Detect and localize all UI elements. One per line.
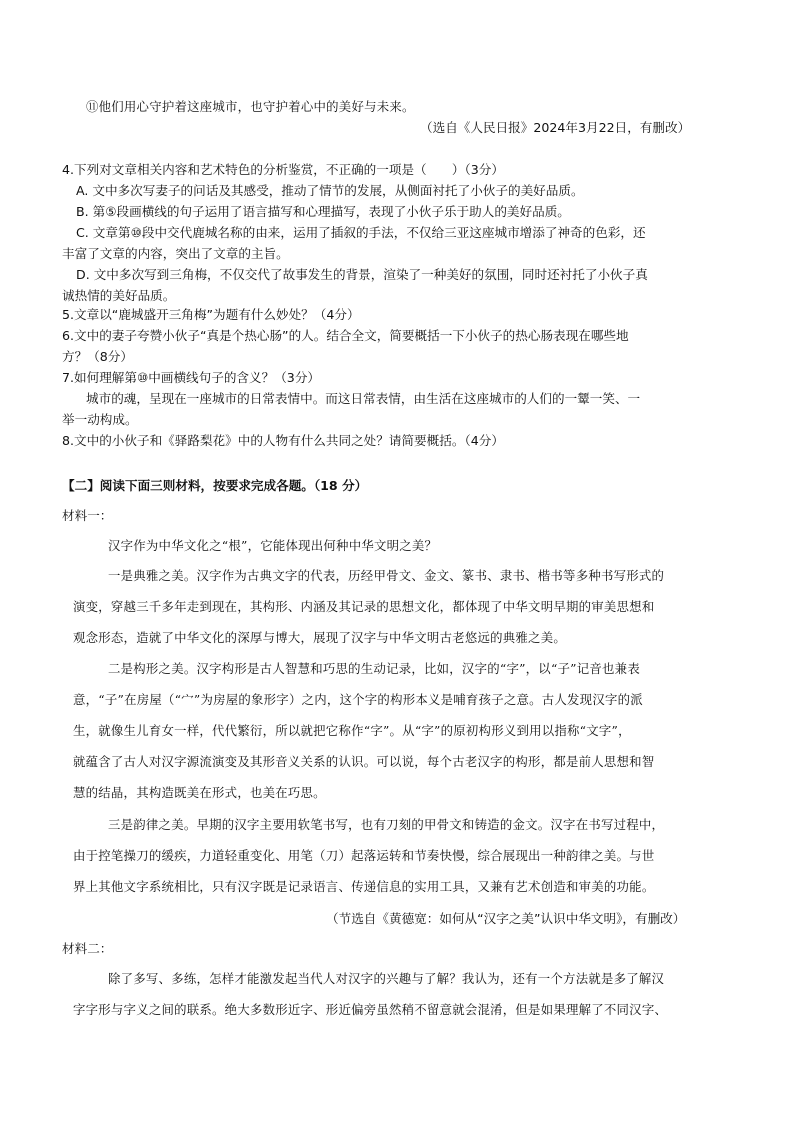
material-1-source: （节选自《黄德宽：如何从“汉字之美”认识中华文明》，有删改） bbox=[326, 911, 686, 926]
question-7: 7.如何理解第⑩中画横线句子的含义？（3分） bbox=[62, 370, 321, 385]
question-6-line2: 方？（8分） bbox=[62, 349, 133, 364]
material-1-line: 二是构形之美。汉字构形是古人智慧和巧思的生动记录，比如，汉字的“字”，以“子”记音也兼表 bbox=[108, 661, 640, 676]
question-7-quote-line2: 举一动构成。 bbox=[62, 412, 138, 427]
material-1-line: 一是典雅之美。汉字作为古典文字的代表，历经甲骨文、金文、篆书、隶书、楷书等多种书写形式的 bbox=[108, 568, 665, 583]
material-1-line: 慧的结晶，其构造既美在形式，也美在巧思。 bbox=[73, 785, 326, 800]
question-4-option-c-line1: C. 文章第⑩段中交代鹿城名称的由来，运用了插叙的手法，不仅给三亚这座城市增添了神奇的色彩，还 bbox=[76, 225, 646, 240]
material-1-line: 三是韵律之美。早期的汉字主要用软笔书写，也有刀刻的甲骨文和铸造的金文。汉字在书写过程中， bbox=[108, 817, 665, 832]
question-4-stem: 4.下列对文章相关内容和艺术特色的分析鉴赏，不正确的一项是（ ）（3分） bbox=[62, 162, 504, 177]
material-1-line: 生，就像生儿育女一样，代代繁衍，所以就把它称作“字”。从“字”的原初构形义到用以指称“文字”， bbox=[73, 723, 631, 738]
question-6-line1: 6.文中的妻子夸赞小伙子“真是个热心肠”的人。结合全文，简要概括一下小伙子的热心肠表现在哪些地 bbox=[62, 328, 629, 343]
material-1-line: 界上其他文字系统相比，只有汉字既是记录语言、传递信息的实用工具，又兼有艺术创造和审美的功能。 bbox=[73, 879, 655, 894]
material-1-label: 材料一： bbox=[62, 508, 113, 523]
material-2-label: 材料二： bbox=[62, 941, 113, 956]
material-1-line: 观念形态，造就了中华文化的深厚与博大，展现了汉字与中华文明古老悠远的典雅之美。 bbox=[73, 630, 566, 645]
question-5: 5.文章以“鹿城盛开三角梅”为题有什么妙处？（4分） bbox=[62, 307, 360, 322]
material-1-line: 汉字作为中华文化之“根”，它能体现出何种中华文明之美？ bbox=[108, 538, 438, 553]
question-8: 8.文中的小伙子和《驿路梨花》中的人物有什么共同之处？请简要概括。（4分） bbox=[62, 433, 504, 448]
question-4-option-a: A. 文中多次写妻子的问话及其感受，推动了情节的发展，从侧面衬托了小伙子的美好品质。 bbox=[76, 183, 584, 198]
question-4-option-b: B. 第⑤段画横线的句子运用了语言描写和心理描写，表现了小伙子乐于助人的美好品质。 bbox=[76, 204, 570, 219]
material-1-line: 就蕴含了古人对汉字源流演变及其形音义关系的认识。可以说，每个古老汉字的构形，都是前人思想和智 bbox=[73, 754, 655, 769]
question-4-option-d-line1: D. 文中多次写到三角梅，不仅交代了故事发生的背景，渲染了一种美好的氛围，同时还衬托了小伙子真 bbox=[76, 267, 648, 282]
section-2-heading: 【二】阅读下面三则材料，按要求完成各题。（18 分） bbox=[62, 478, 368, 493]
material-2-line: 字字形与字义之间的联系。绝大多数形近字、形近偏旁虽然稍不留意就会混淆，但是如果理解了不同汉字、 bbox=[73, 1002, 668, 1017]
passage-source: （选自《人民日报》2024年3月22日，有删改） bbox=[420, 120, 691, 135]
material-1-line: 由于控笔操刀的缓疾，力道轻重变化、用笔（刀）起落运转和节奏快慢，综合展现出一种韵律之美。与世 bbox=[73, 848, 655, 863]
passage-paragraph-11: ⑪他们用心守护着这座城市，也守护着心中的美好与未来。 bbox=[86, 99, 415, 114]
material-1-line: 意，“子”在房屋（“宀”为房屋的象形字）之内，这个字的构形本义是哺育孩子之意。古人发现汉字的派 bbox=[73, 692, 643, 707]
material-2-line: 除了多写、多练，怎样才能激发起当代人对汉字的兴趣与了解？我认为，还有一个方法就是多了解汉 bbox=[108, 971, 665, 986]
material-1-line: 演变，穿越三千多年走到现在，其构形、内涵及其记录的思想文化，都体现了中华文明早期的审美思想和 bbox=[73, 599, 655, 614]
question-4-option-d-line2: 诚热情的美好品质。 bbox=[62, 288, 176, 303]
question-7-quote-line1: 城市的魂，呈现在一座城市的日常表情中。而这日常表情，由生活在这座城市的人们的一颦一笑、一 bbox=[86, 391, 641, 406]
question-4-option-c-line2: 丰富了文章的内容，突出了文章的主旨。 bbox=[62, 246, 289, 261]
